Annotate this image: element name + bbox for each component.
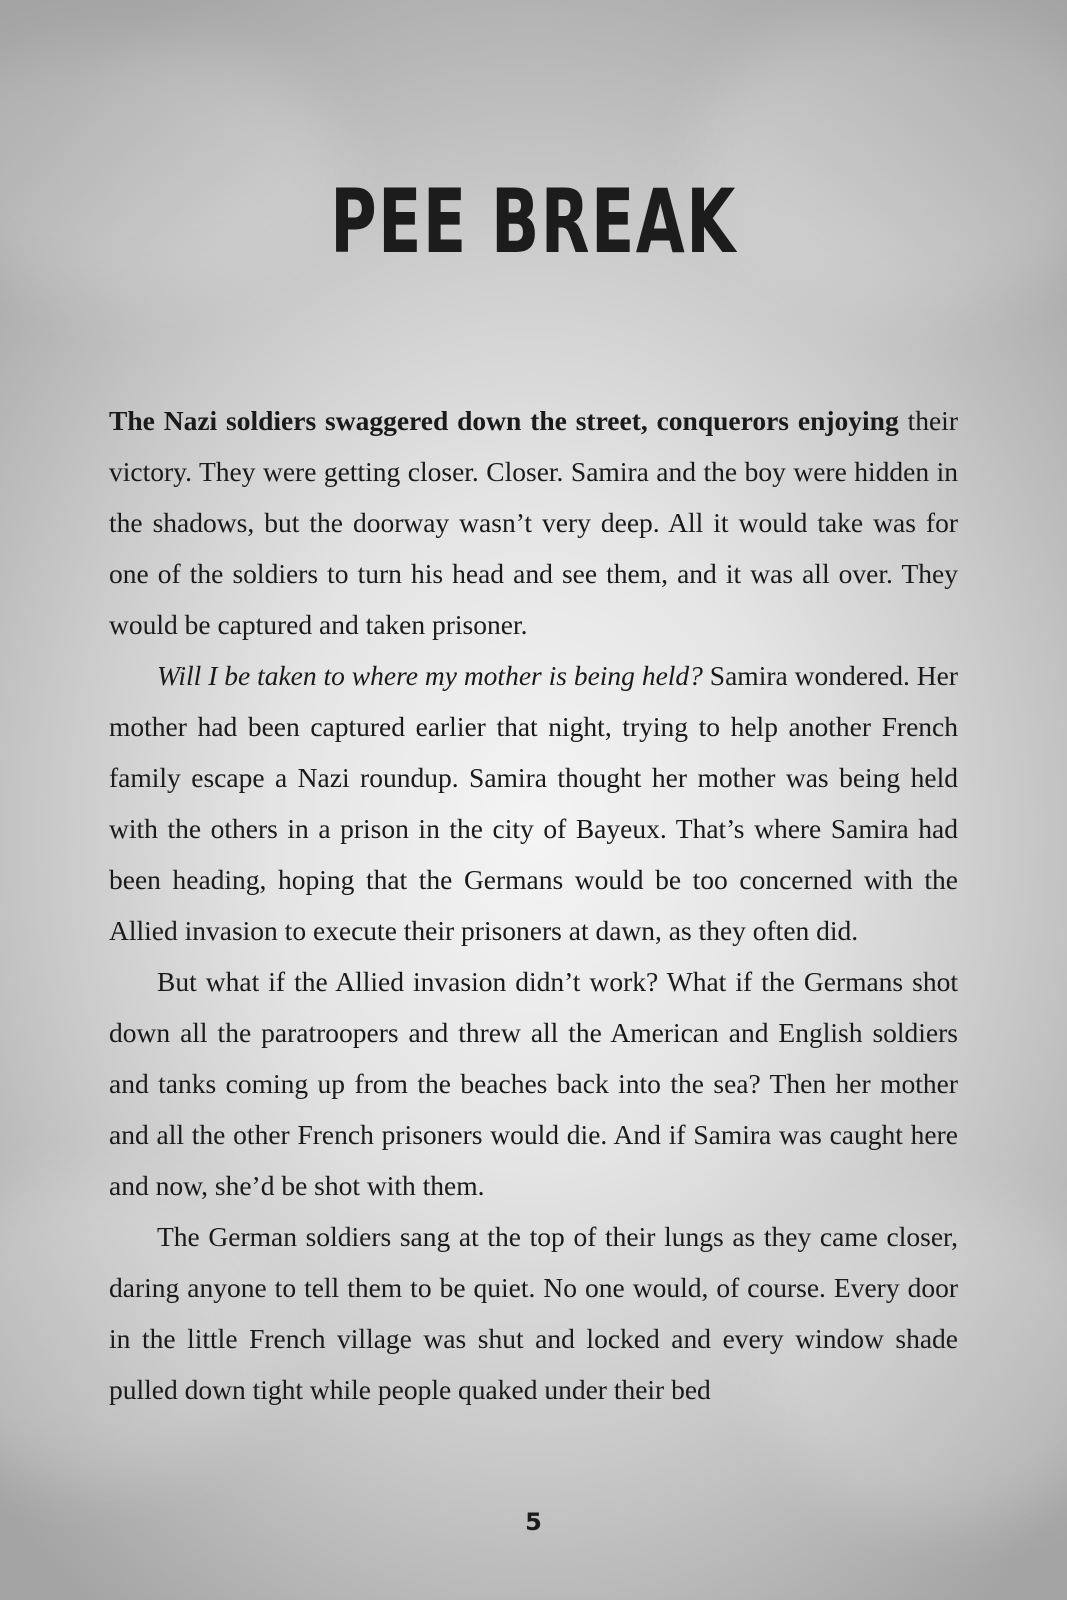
lead-in-text: The Nazi soldiers swaggered down the street, conquerors enjoying xyxy=(109,405,899,436)
paragraph: But what if the Allied invasion didn’t work? What if the Germans shot down all the paratroopers and threw all the American and English soldiers and tanks coming up from the beaches back into the sea? Then her mother and all the other French prisoners would die. And if Samira was caught here and now, she’d be shot with them. xyxy=(109,966,958,1201)
paragraph: The German soldiers sang at the top of their lungs as they came closer, daring anyone to tell them to be quiet. No one would, of course. Every door in the little French village was shut and locked and every window shade pulled down tight while people quaked under their bed xyxy=(109,1221,958,1405)
page-number: 5 xyxy=(525,1508,542,1536)
paragraph xyxy=(109,395,958,650)
chapter-title: PEE BREAK xyxy=(330,170,737,273)
paragraph-text: their victory. They were getting closer. Closer. Samira and the boy were hidden in the shadows, but the doorway wasn’t very deep. All it would take was for one of the soldiers to turn his head and see them, and it was all over. They would be captured and taken prisoner. xyxy=(109,405,958,640)
paragraph xyxy=(109,650,958,956)
chapter-body xyxy=(109,395,958,1415)
paragraph-text: Samira wondered. Her mother had been captured earlier that night, trying to help another French family escape a Nazi roundup. Samira thought her mother was being held with the others in a prison in the city of Bayeux. That’s where Samira had been heading, hoping that the Germans would be too concerned with the Allied invasion to execute their prisoners at dawn, as they often did. xyxy=(109,660,959,946)
italic-thought: Will I be taken to where my mother is being held? xyxy=(157,660,703,691)
